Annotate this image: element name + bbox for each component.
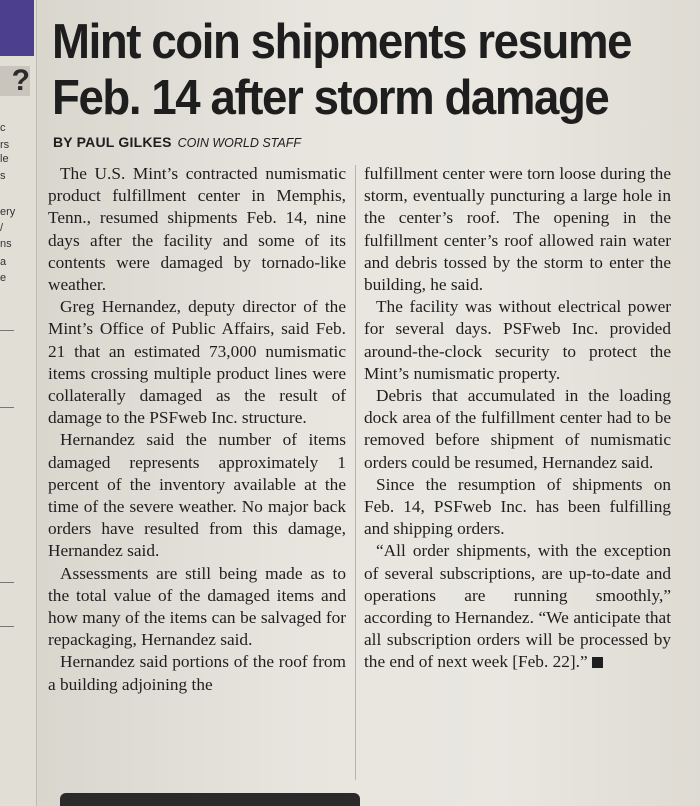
cropped-text-fragment: s bbox=[0, 170, 6, 182]
adjacent-column-fragment bbox=[0, 0, 37, 806]
article-column-1 bbox=[48, 163, 346, 696]
paragraph: The facility was without electrical power for several days. PSFweb Inc. provided around-the-clock security to protect the Mint’s numismatic property. bbox=[364, 297, 671, 383]
article-headline bbox=[52, 14, 638, 126]
cropped-text-fragment: ery bbox=[0, 206, 16, 218]
paragraph: Hernandez said portions of the roof from a building adjoining the bbox=[48, 652, 346, 694]
paragraph: Since the resumption of shipments on Feb. 14, PSFweb Inc. has been fulfilling and shipping orders. bbox=[364, 474, 671, 539]
paragraph-continued: fulfillment center were torn loose during the storm, eventually puncturing a large hole in the center’s roof. The opening in the fulfillment center’s roof allowed rain water and debris tossed by the storm to enter the building, he said. bbox=[364, 164, 671, 295]
paragraph: Debris that accumulated in the loading dock area of the fulfillment center had to be removed before shipment of numismatic orders could be resumed, Hernandez said. bbox=[364, 386, 671, 472]
paragraph: Assessments are still being made as to the total value of the damaged items and how many of the items can be salvaged for repackaging, Hernandez said. bbox=[48, 563, 346, 650]
cropped-text-fragment: a bbox=[0, 256, 7, 268]
column-divider bbox=[355, 165, 356, 780]
cropped-question-mark: ? bbox=[0, 66, 30, 96]
cropped-text-fragment: rs bbox=[0, 139, 10, 151]
cropped-text-fragment: / bbox=[0, 222, 4, 234]
paragraph-final bbox=[364, 540, 671, 673]
divider bbox=[0, 330, 14, 331]
byline-affiliation: COIN WORLD STAFF bbox=[177, 136, 301, 150]
byline-author: BY PAUL GILKES bbox=[53, 134, 172, 150]
paragraph: Hernandez said the number of items damaged represents approximately 1 percent of the inventory available at the time of the severe weather. No major back orders have resulted from this damage, Hernandez said. bbox=[48, 430, 346, 561]
cropped-text-fragment: e bbox=[0, 272, 7, 284]
paragraph: Greg Hernandez, deputy director of the Mint’s Office of Public Affairs, said Feb. 21 that an estimated 73,000 numismatic items crossing multiple product lines were collaterally damaged as the result of damage to the PSFweb Inc. structure. bbox=[48, 297, 346, 428]
cropped-text-fragment: c bbox=[0, 122, 6, 134]
headline-line-1: Mint coin shipments resume bbox=[52, 15, 632, 69]
paragraph-text: “All order shipments, with the exception of several subscriptions, are up-to-date and operations are running smoothly,” according to Hernandez. “We anticipate that all subscription orders will be processed by the end of next week [Feb. 22].” bbox=[364, 541, 671, 672]
divider bbox=[0, 582, 14, 583]
headline-line-2: Feb. 14 after storm damage bbox=[52, 71, 609, 125]
next-headline-cropped bbox=[60, 793, 360, 806]
purple-color-band bbox=[0, 0, 34, 56]
paragraph: The U.S. Mint’s contracted numismatic product fulfillment center in Memphis, Tenn., resumed shipments Feb. 14, nine days after the facility and some of its contents were damaged by tornado-like weather. bbox=[48, 164, 346, 295]
end-of-story-mark bbox=[592, 657, 603, 668]
cropped-text-fragment: le bbox=[0, 153, 9, 165]
divider bbox=[0, 626, 14, 627]
cropped-text-fragment: ns bbox=[0, 238, 12, 250]
byline bbox=[53, 134, 301, 150]
divider bbox=[0, 407, 14, 408]
article-column-2 bbox=[364, 163, 671, 674]
